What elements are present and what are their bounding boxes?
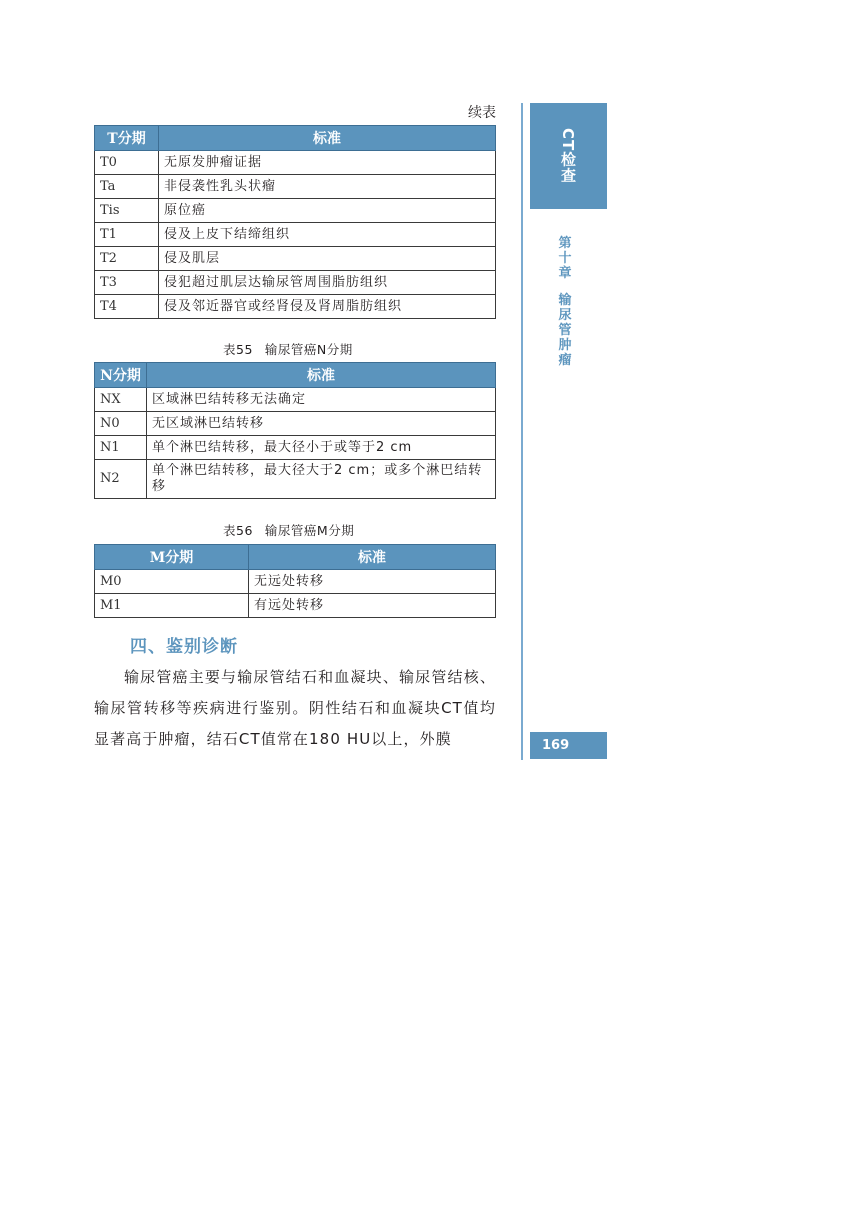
stage-criteria: 单个淋巴结转移，最大径小于或等于2 cm <box>147 436 496 460</box>
stage-criteria: 有远处转移 <box>249 594 496 618</box>
stage-criteria: 无原发肿瘤证据 <box>159 151 496 175</box>
stage-criteria: 无区域淋巴结转移 <box>147 412 496 436</box>
side-chapter-label <box>557 236 573 368</box>
caption-number: 表55 <box>223 342 253 357</box>
column-header: 标准 <box>159 126 496 151</box>
table-row <box>95 271 496 295</box>
body-paragraph: 输尿管癌主要与输尿管结石和血凝块、输尿管结核、输尿管转移等疾病进行鉴别。阴性结石和血凝块CT值均显著高于肿瘤，结石CT值常在180 HU以上，外膜 <box>94 668 496 748</box>
table-row <box>95 436 496 460</box>
chapter-title: 输尿管肿瘤 <box>558 293 572 368</box>
table-caption <box>223 340 353 358</box>
table-row <box>95 570 496 594</box>
stage-code: N2 <box>95 460 147 499</box>
table-header-row <box>95 126 496 151</box>
table-row <box>95 175 496 199</box>
table-row <box>95 223 496 247</box>
caption-number: 表56 <box>223 523 253 538</box>
column-header: T分期 <box>95 126 159 151</box>
stage-criteria: 原位癌 <box>159 199 496 223</box>
stage-criteria: 单个淋巴结转移，最大径大于2 cm；或多个淋巴结转移 <box>147 460 496 499</box>
stage-criteria: 区域淋巴结转移无法确定 <box>147 388 496 412</box>
table-row <box>95 460 496 499</box>
stage-criteria: 侵及邻近器官或经肾侵及肾周脂肪组织 <box>159 295 496 319</box>
table-row <box>95 388 496 412</box>
stage-code: Tis <box>95 199 159 223</box>
section-heading: 四、鉴别诊断 <box>130 637 238 657</box>
table-header-row <box>95 363 496 388</box>
m-staging-table <box>94 544 496 618</box>
body-text <box>94 662 496 755</box>
column-header: 标准 <box>249 545 496 570</box>
table-header-row <box>95 545 496 570</box>
t-staging-table <box>94 125 496 319</box>
table-caption <box>223 521 354 539</box>
margin-rule <box>521 103 523 760</box>
stage-code: M1 <box>95 594 249 618</box>
stage-code: T1 <box>95 223 159 247</box>
chapter-gap <box>557 281 573 293</box>
stage-criteria: 侵及上皮下结缔组织 <box>159 223 496 247</box>
stage-code: M0 <box>95 570 249 594</box>
page-number: 169 <box>530 732 607 759</box>
caption-title: 输尿管癌M分期 <box>264 523 355 538</box>
table-row <box>95 151 496 175</box>
continued-label: 续表 <box>468 105 496 121</box>
stage-code: N1 <box>95 436 147 460</box>
table-row <box>95 594 496 618</box>
table-row <box>95 412 496 436</box>
table-row <box>95 199 496 223</box>
stage-criteria: 侵及肌层 <box>159 247 496 271</box>
table-row <box>95 295 496 319</box>
stage-criteria: 无远处转移 <box>249 570 496 594</box>
column-header: M分期 <box>95 545 249 570</box>
stage-code: T4 <box>95 295 159 319</box>
side-tab-label: CT检查 <box>559 128 577 184</box>
table-row <box>95 247 496 271</box>
stage-code: Ta <box>95 175 159 199</box>
caption-title: 输尿管癌N分期 <box>264 342 353 357</box>
stage-code: NX <box>95 388 147 412</box>
stage-code: N0 <box>95 412 147 436</box>
stage-criteria: 侵犯超过肌层达输尿管周围脂肪组织 <box>159 271 496 295</box>
column-header: 标准 <box>147 363 496 388</box>
stage-code: T2 <box>95 247 159 271</box>
stage-code: T0 <box>95 151 159 175</box>
stage-code: T3 <box>95 271 159 295</box>
column-header: N分期 <box>95 363 147 388</box>
side-section-tab <box>530 103 607 209</box>
stage-criteria: 非侵袭性乳头状瘤 <box>159 175 496 199</box>
n-staging-table <box>94 362 496 499</box>
chapter-number: 第十章 <box>558 236 572 281</box>
